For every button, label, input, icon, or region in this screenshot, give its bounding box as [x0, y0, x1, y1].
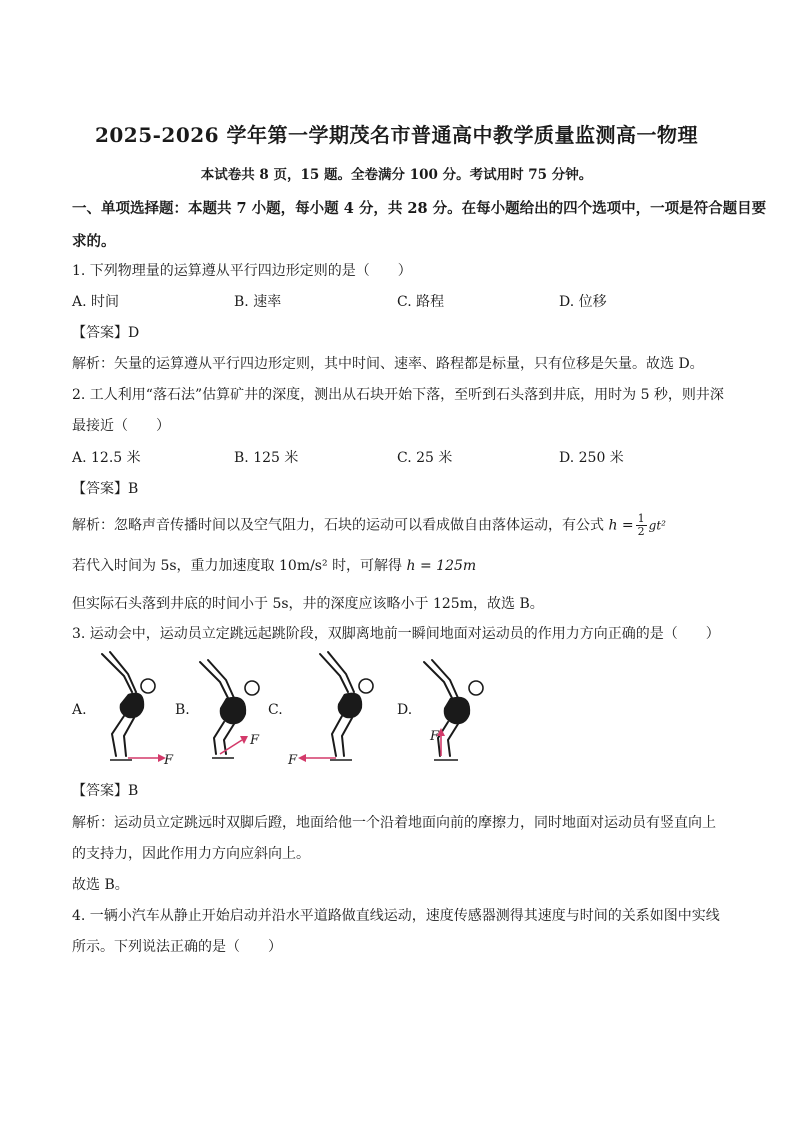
q2-analysis-line3: 但实际石头落到井底的时间小于 5s，井的深度应该略小于 125m，故选 B。 — [72, 596, 544, 612]
q3-stem: 3. 运动会中，运动员立定跳远起跳阶段，双脚离地前一瞬间地面对运动员的作用力方向正确的是（ ） — [72, 626, 720, 642]
q1-analysis: 解析：矢量的运算遵从平行四边形定则，其中时间、速率、路程都是标量，只有位移是矢量。故选 D。 — [72, 356, 704, 372]
q3-label-c: C. — [268, 702, 283, 718]
q1-option-b: B. 速率 — [234, 294, 282, 310]
q2-stem: 2. 工人利用“落石法”估算矿井的深度，测出从石块开始下落，至听到石头落到井底，用时为 5 秒，则井深 — [72, 387, 724, 403]
q4-stem: 4. 一辆小汽车从静止开始启动并沿水平道路做直线运动，速度传感器测得其速度与时间的关系如图中实线 — [72, 908, 720, 924]
q1-option-c: C. 路程 — [397, 294, 445, 310]
jumper-figure-a — [88, 648, 180, 772]
exam-info: 本试卷共 8 页，15 题。全卷满分 100 分。考试用时 75 分钟。 — [200, 167, 593, 183]
q2-option-c: C. 25 米 — [397, 450, 453, 466]
page-title: 2025-2026 学年第一学期茂名市普通高中教学质量监测高一物理 — [94, 123, 699, 147]
section-heading: 一、单项选择题：本题共 7 小题，每小题 4 分，共 28 分。在每小题给出的四个选项中，一项是符合题目要 — [72, 200, 767, 217]
q2-analysis-line1 — [72, 513, 666, 538]
q1-option-d: D. 位移 — [559, 294, 607, 310]
q3-label-b: B. — [175, 702, 190, 718]
force-label-b: F — [250, 733, 260, 748]
q2-answer: 【答案】B — [72, 481, 139, 497]
q2-option-d: D. 250 米 — [559, 450, 624, 466]
q4-stem-cont: 所示。下列说法正确的是（ ） — [72, 939, 282, 955]
q3-analysis-line2: 的支持力，因此作用力方向应斜向上。 — [72, 846, 310, 862]
force-label-c: F — [288, 753, 298, 768]
q2-stem-cont: 最接近（ ） — [72, 418, 170, 434]
q3-label-d: D. — [397, 702, 413, 718]
section-heading-cont: 求的。 — [72, 233, 116, 250]
force-label-d: F — [430, 729, 440, 744]
formula-numerator: 1 — [637, 512, 645, 525]
formula-fraction — [636, 513, 647, 538]
jumper-figure-b — [190, 656, 282, 766]
q3-label-a: A. — [72, 702, 87, 718]
q2-option-a: A. 12.5 米 — [72, 450, 141, 466]
q1-option-a: A. 时间 — [72, 294, 120, 310]
q2-analysis-2a: 若代入时间为 5s，重力加速度取 — [72, 558, 275, 574]
formula-lhs: h = — [608, 517, 634, 534]
gravity-value: 10m/s² — [279, 558, 328, 574]
q3-answer: 【答案】B — [72, 783, 139, 799]
force-label-a: F — [164, 753, 174, 768]
depth-result: h = 125m — [406, 558, 477, 574]
q2-analysis-text: 解析：忽略声音传播时间以及空气阻力，石块的运动可以看成做自由落体运动，有公式 — [72, 517, 604, 534]
q3-analysis-line3: 故选 B。 — [72, 877, 129, 893]
formula-denominator: 2 — [637, 525, 645, 538]
q2-analysis-line2 — [72, 555, 476, 575]
jumper-figure-d — [414, 656, 506, 768]
q3-analysis-line1: 解析：运动员立定跳远时双脚后蹬，地面给他一个沿着地面向前的摩擦力，同时地面对运动员有竖直向上 — [72, 815, 716, 831]
jumper-figure-c — [286, 648, 386, 772]
q2-option-b: B. 125 米 — [234, 450, 299, 466]
q2-analysis-2b: 时，可解得 — [332, 558, 403, 574]
q1-answer: 【答案】D — [72, 325, 140, 341]
q1-stem: 1. 下列物理量的运算遵从平行四边形定则的是（ ） — [72, 263, 412, 279]
formula-rhs: gt² — [648, 518, 666, 533]
